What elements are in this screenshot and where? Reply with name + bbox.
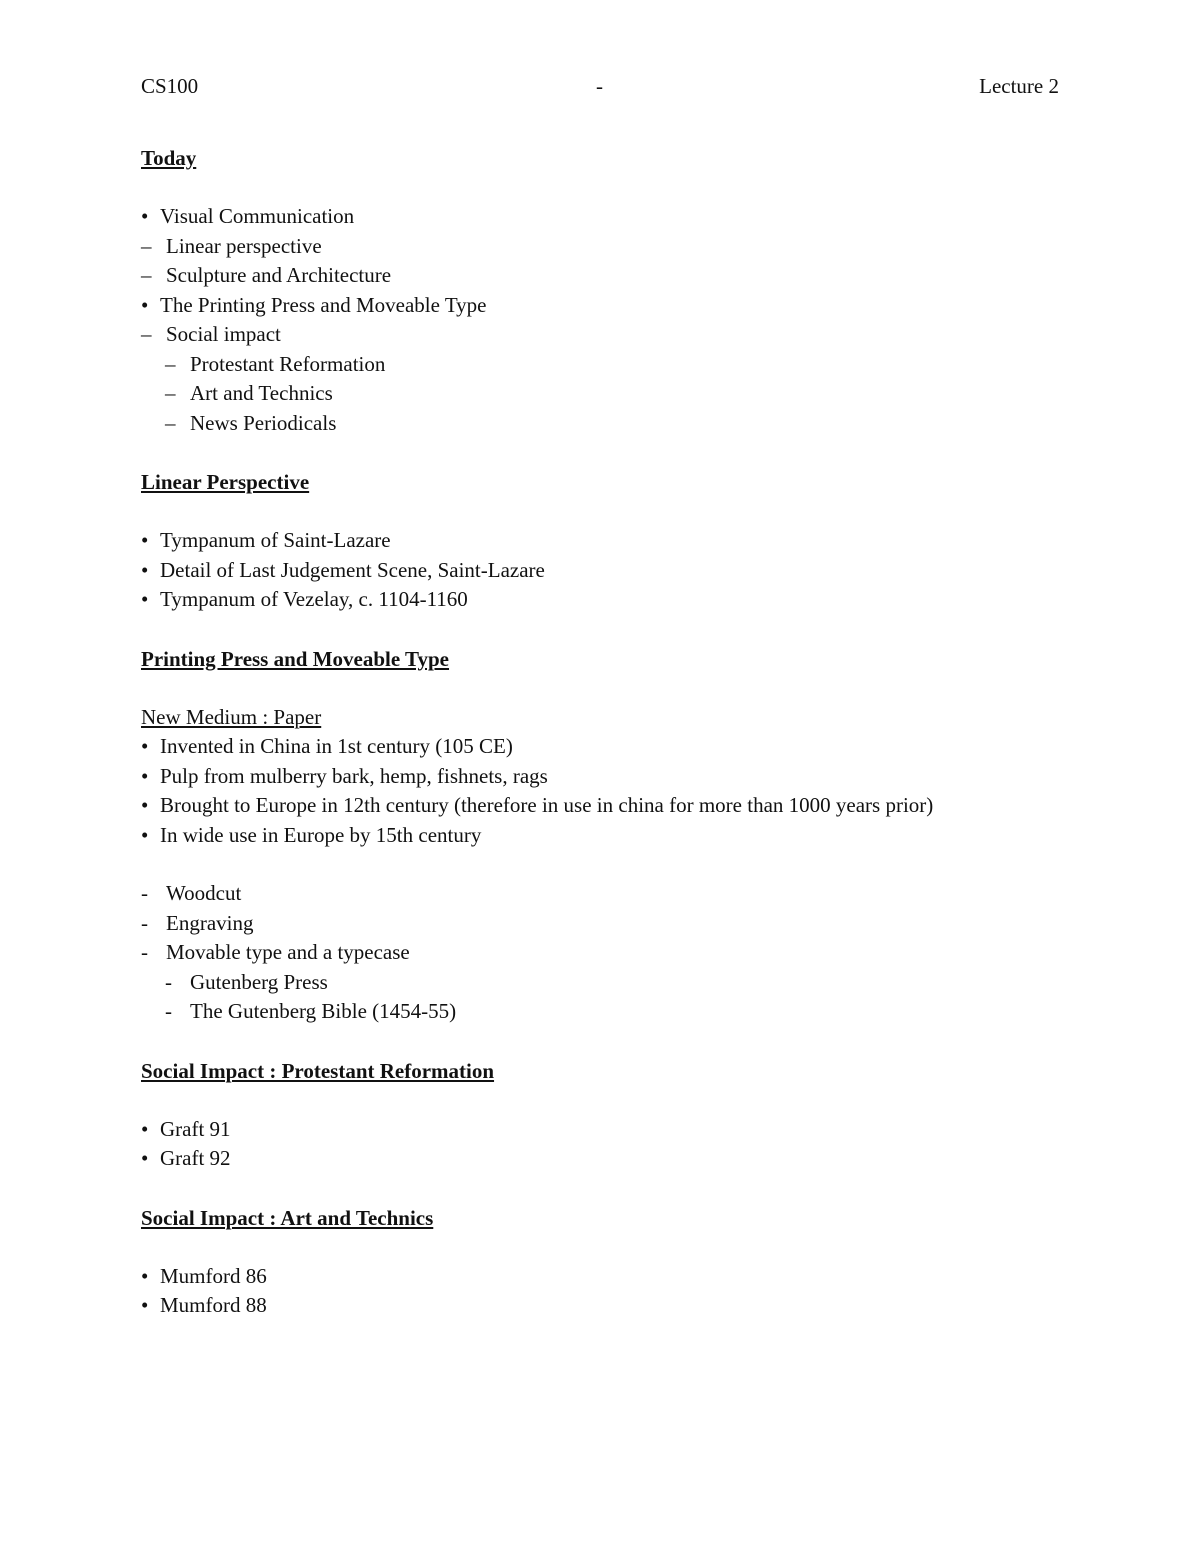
dash-marker: – (141, 263, 152, 287)
section-heading-printing-press: Printing Press and Moveable Type (141, 646, 450, 671)
list-item-text: Sculpture and Architecture (166, 263, 392, 287)
subsection-title: New Medium : Paper (141, 704, 322, 729)
bullet-marker: • (141, 587, 149, 611)
list-item (141, 938, 1071, 968)
document-body (141, 143, 1071, 1321)
linear-perspective-list (141, 526, 1071, 615)
list-item (141, 1115, 1071, 1145)
section-heading-protestant-reformation: Social Impact : Protestant Reformation (141, 1058, 495, 1083)
bullet-marker: • (141, 1263, 149, 1288)
bullet-marker: • (141, 793, 149, 817)
bullet-marker: • (141, 822, 149, 847)
list-item (141, 556, 1071, 586)
printing-methods-list (141, 879, 1071, 1027)
list-item (141, 526, 1071, 556)
list-item-text: Tympanum of Saint-Lazare (160, 528, 391, 552)
list-item-nested (141, 997, 1071, 1027)
list-item (141, 1262, 1071, 1292)
list-item (141, 261, 1071, 291)
list-item (141, 909, 1071, 939)
dash-marker: - (141, 910, 148, 935)
list-item-text: Linear perspective (166, 233, 322, 258)
list-item (141, 320, 1071, 350)
page-header (141, 74, 1059, 102)
bullet-marker: • (141, 1146, 149, 1170)
bullet-marker: • (141, 763, 149, 788)
section-heading-today: Today (141, 146, 197, 170)
bullet-marker: • (141, 528, 149, 552)
list-item (141, 791, 1071, 821)
section-heading-art-and-technics: Social Impact : Art and Technics (141, 1205, 434, 1230)
list-item-text: In wide use in Europe by 15th century (160, 822, 482, 847)
list-item-text: Movable type and a typecase (166, 940, 410, 964)
list-item-text: Invented in China in 1st century (105 CE) (160, 734, 513, 758)
list-item (141, 879, 1071, 909)
header-lecture: Lecture 2 (979, 74, 1059, 98)
list-item-nested (141, 379, 1071, 409)
list-item-nested (141, 350, 1071, 380)
bullet-marker: • (141, 734, 149, 758)
header-course: CS100 (141, 74, 199, 98)
list-item-text: Brought to Europe in 12th century (therefore in use in china for more than 1000 years prior) (160, 793, 934, 817)
list-item-text: The Gutenberg Bible (1454-55) (190, 999, 457, 1023)
dash-marker: – (141, 233, 152, 258)
list-item-text: Visual Communication (160, 204, 355, 228)
reformation-list (141, 1115, 1071, 1174)
dash-marker: - (165, 969, 172, 994)
list-item-text: Mumford 88 (160, 1293, 267, 1317)
list-item (141, 232, 1071, 262)
list-item (141, 762, 1071, 792)
header-separator: - (596, 74, 603, 98)
list-item-text: Graft 92 (160, 1146, 231, 1170)
list-item-text: Detail of Last Judgement Scene, Saint-Lazare (160, 557, 545, 582)
list-item-text: Graft 91 (160, 1116, 231, 1141)
list-item-text: The Printing Press and Moveable Type (160, 292, 487, 317)
dash-marker: – (165, 410, 176, 435)
list-item (141, 291, 1071, 321)
list-item-text: Social impact (166, 322, 281, 346)
dash-marker: - (141, 940, 148, 964)
list-item-text: Pulp from mulberry bark, hemp, fishnets, rags (160, 763, 548, 788)
list-item (141, 1291, 1071, 1321)
list-item (141, 585, 1071, 615)
bullet-marker: • (141, 557, 149, 582)
list-item-text: Tympanum of Vezelay, c. 1104-1160 (160, 587, 468, 611)
today-list (141, 202, 1071, 438)
list-item (141, 202, 1071, 232)
dash-marker: – (141, 322, 152, 346)
dash-marker: – (165, 381, 176, 405)
section-heading-linear-perspective: Linear Perspective (141, 470, 310, 494)
list-item (141, 1144, 1071, 1174)
list-item-text: Engraving (166, 910, 254, 935)
list-item (141, 821, 1071, 851)
dash-marker: – (165, 351, 176, 376)
list-item-text: Art and Technics (190, 381, 333, 405)
list-item-text: Protestant Reformation (190, 351, 386, 376)
dash-marker: - (165, 999, 172, 1023)
list-item-text: Woodcut (166, 881, 242, 905)
list-item-text: Mumford 86 (160, 1263, 267, 1288)
technics-list (141, 1262, 1071, 1321)
list-item-text: Gutenberg Press (190, 969, 328, 994)
list-item-nested (141, 968, 1071, 998)
dash-marker: - (141, 881, 148, 905)
bullet-marker: • (141, 204, 149, 228)
bullet-marker: • (141, 1116, 149, 1141)
paper-list (141, 732, 1071, 850)
list-item-text: News Periodicals (190, 410, 337, 435)
bullet-marker: • (141, 1293, 149, 1317)
bullet-marker: • (141, 292, 149, 317)
list-item (141, 732, 1071, 762)
list-item-nested (141, 409, 1071, 439)
